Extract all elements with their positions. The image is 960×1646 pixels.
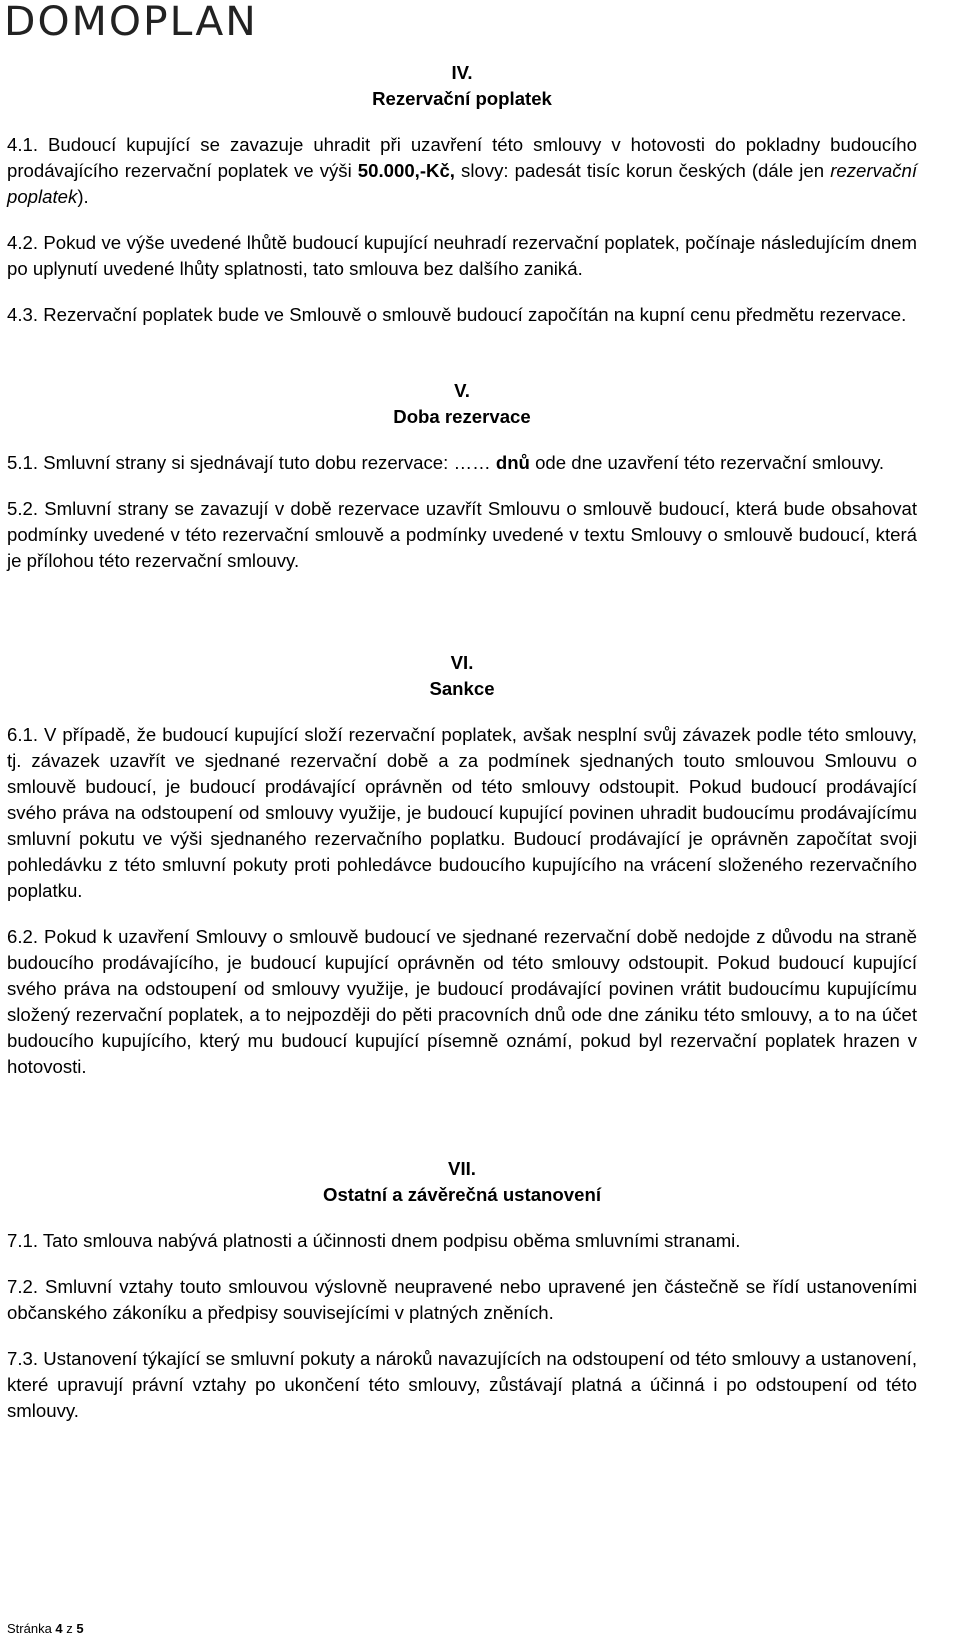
clause-text: Budoucí kupující se zavazuje uhradit při uzavření této smlouvy v hotovosti do pokladny budoucího prodávajícího rezervační poplatek ve výši [7, 134, 917, 181]
clause-number: 5.2. [7, 498, 39, 519]
clause-paragraph [7, 722, 917, 904]
section-title: Doba rezervace [393, 406, 531, 427]
clause-text: V případě, že budoucí kupující složí rezervační poplatek, avšak nesplní svůj závazek podle této smlouvy, tj. závazek uzavřít ve sjednané rezervační době a za podmínek sjednaných touto smlouvou Smlouvu o smlouvě budoucí, je budoucí prodávající oprávněn od této smlouvy odstoupit. Pokud budoucí prodávající svého práva na odstoupení od smlouvy využije, je budoucí kupující povinen uhradit budoucímu prodávajícímu smluvní pokutu ve výši sjednaného rezervačního poplatku. Budoucí prodávající je oprávněn započítat svoji pohledávku z této smluvní pokuty proti pohledávce budoucího kupujícího na vrácení složeného rezervačního poplatku. [7, 724, 917, 901]
page-footer [7, 1621, 84, 1637]
clause-number: 4.1. [7, 134, 39, 155]
section-title: Ostatní a závěrečná ustanovení [323, 1184, 601, 1205]
clause-number: 5.1. [7, 452, 39, 473]
emphasized-term: dnů [495, 452, 530, 473]
company-logo: DOMOPLAN [4, 0, 258, 45]
section-number: VI. [450, 652, 474, 673]
clause-paragraph [7, 496, 917, 574]
clause-number: 7.2. [7, 1276, 39, 1297]
page-label: Stránka [7, 1621, 56, 1636]
clause-paragraph [7, 1228, 917, 1254]
clause-text: ). [77, 186, 89, 207]
section-title: Rezervační poplatek [372, 88, 552, 109]
clause-text: Pokud k uzavření Smlouvy o smlouvě budoucí ve sjednané rezervační době nedojde z důvodu na straně budoucího prodávajícího, je budoucí kupující oprávněn od této smlouvy odstoupit. Pokud budoucí kupující svého práva na odstoupení od smlouvy využije, je budoucí prodávající povinen vrátit budoucímu kupujícímu složený rezervační poplatek, a to nejpozději do pěti pracovních dnů ode dne zániku této smlouvy, a to na účet budoucího kupujícího, který mu budoucí kupující písemně oznámí, pokud byl rezervační poplatek hrazen v hotovosti. [7, 926, 917, 1077]
clause-paragraph [7, 132, 917, 210]
clause-text: Smluvní vztahy touto smlouvou výslovně neupravené nebo upravené jen částečně se řídí ustanoveními občanského zákoníku a předpisy souvisejícími v platných zněních. [7, 1276, 917, 1323]
clause-number: 7.1. [7, 1230, 39, 1251]
page-total: 5 [76, 1621, 84, 1636]
defined-term: rezervační poplatek [7, 160, 917, 207]
section-title: Sankce [429, 678, 495, 699]
clause-paragraph [7, 1274, 917, 1326]
section-heading [7, 378, 917, 430]
page-number: 4 [55, 1621, 63, 1636]
clause-number: 4.2. [7, 232, 39, 253]
section-heading [7, 60, 917, 112]
reservation-fee-amount: 50.000,-Kč, [357, 160, 455, 181]
clause-paragraph [7, 302, 917, 328]
section-number: V. [454, 380, 470, 401]
section-heading [7, 1156, 917, 1208]
clause-text: Ustanovení týkající se smluvní pokuty a nároků navazujících na odstoupení od této smlouvy a ustanovení, které upravují právní vztahy po ukončení této smlouvy, zůstávají platná a účinná i po odstoupení od této smlouvy. [7, 1348, 917, 1421]
section-number: VII. [448, 1158, 476, 1179]
clause-text: Smluvní strany se zavazují v době rezervace uzavřít Smlouvu o smlouvě budoucí, která bude obsahovat podmínky uvedené v této rezervační smlouvě a podmínky uvedené v textu Smlouvy o smlouvě budoucí, která je přílohou této rezervační smlouvy. [7, 498, 917, 571]
clause-text: ode dne uzavření této rezervační smlouvy. [529, 452, 885, 473]
clause-paragraph [7, 924, 917, 1080]
clause-paragraph [7, 1346, 917, 1424]
clause-text: Pokud ve výše uvedené lhůtě budoucí kupující neuhradí rezervační poplatek, počínaje následujícím dnem po uplynutí uvedené lhůty splatnosti, tato smlouva bez dalšího zaniká. [7, 232, 917, 279]
section-heading [7, 650, 917, 702]
document-body [7, 60, 917, 1424]
clause-number: 6.2. [7, 926, 39, 947]
clause-text: Rezervační poplatek bude ve Smlouvě o smlouvě budoucí započítán na kupní cenu předmětu rezervace. [43, 304, 907, 325]
clause-paragraph [7, 450, 917, 476]
clause-paragraph [7, 230, 917, 282]
clause-text: slovy: padesát tisíc korun českých (dále jen [454, 160, 831, 181]
clause-number: 4.3. [7, 304, 39, 325]
clause-text: Smluvní strany si sjednávají tuto dobu rezervace: …… [43, 452, 496, 473]
page-separator: z [62, 1621, 77, 1636]
section-number: IV. [451, 62, 473, 83]
clause-number: 7.3. [7, 1348, 39, 1369]
clause-number: 6.1. [7, 724, 39, 745]
clause-text: Tato smlouva nabývá platnosti a účinnosti dnem podpisu oběma smluvními stranami. [42, 1230, 741, 1251]
